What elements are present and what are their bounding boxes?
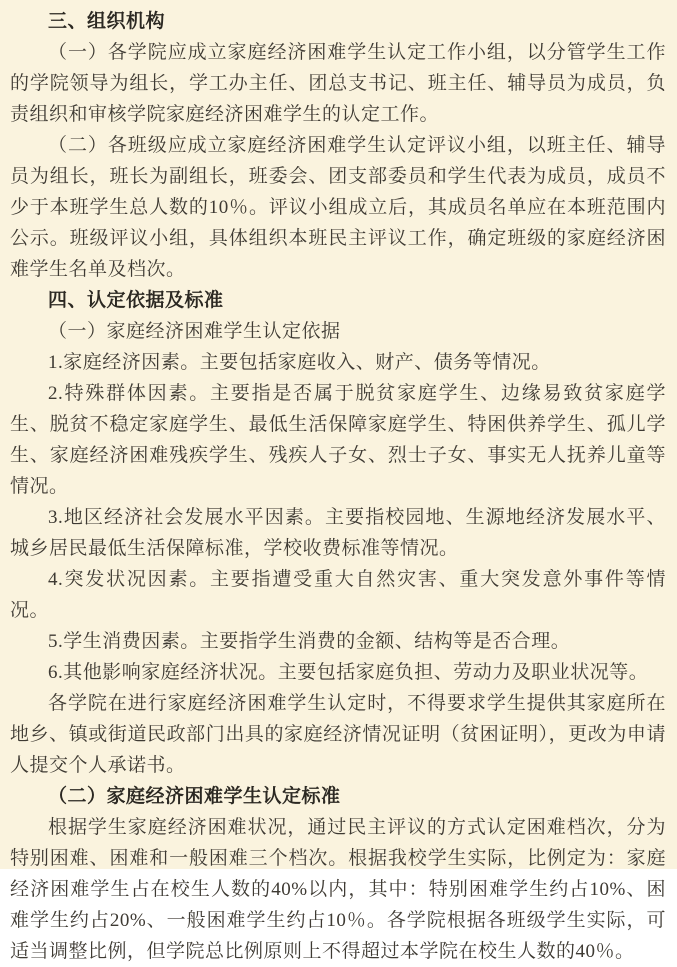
list-item-other-factors: 6.其他影响家庭经济状况。主要包括家庭负担、劳动力及职业状况等。 — [48, 662, 649, 683]
section-heading-organization: 三、组织机构 — [48, 11, 166, 32]
paragraph-difficulty-tiers: 根据学生家庭经济困难状况，通过民主评议的方式认定困难档次，分为特别困难、困难和一般困难三个档次。根据我校学生实际，比例定为：家庭经济困难学生占在校生人数的40%以内，其中：特别困难学生约占10%、困难学生约占20%、一般困难学生约占10％。各学院根据各班级学生实际，可适当调整比例，但学院总比例原则上不得超过本学院在校生人数的40％。 — [10, 817, 666, 962]
paragraph-no-poverty-certificate: 各学院在进行家庭经济困难学生认定时，不得要求学生提供其家庭所在地乡、镇或街道民政部门出具的家庭经济情况证明（贫困证明），更改为申请人提交个人承诺书。 — [10, 693, 666, 776]
paragraph-college-workgroup: （一）各学院应成立家庭经济困难学生认定工作小组，以分管学生工作的学院领导为组长，学工办主任、团总支书记、班主任、辅导员为成员，负责组织和审核学院家庭经济困难学生的认定工作。 — [10, 42, 666, 125]
section-heading-criteria: 四、认定依据及标准 — [48, 290, 224, 311]
list-item-regional-development: 3.地区经济社会发展水平因素。主要指校园地、生源地经济发展水平、城乡居民最低生活保障标准，学校收费标准等情况。 — [10, 507, 666, 559]
list-item-emergencies: 4.突发状况因素。主要指遭受重大自然灾害、重大突发意外事件等情况。 — [10, 569, 666, 621]
paragraph-class-review-group: （二）各班级应成立家庭经济困难学生认定评议小组，以班主任、辅导员为组长，班长为副组长，班委会、团支部委员和学生代表为成员，成员不少于本班学生总人数的10％。评议小组成立后，其成员名单应在本班范围内公示。班级评议小组，具体组织本班民主评议工作，确定班级的家庭经济困难学生名单及档次。 — [10, 135, 666, 280]
list-item-family-economy: 1.家庭经济因素。主要包括家庭收入、财产、债务等情况。 — [48, 352, 551, 373]
subsection-identification-standard: （二）家庭经济困难学生认定标准 — [48, 786, 341, 807]
subsection-identification-basis: （一）家庭经济困难学生认定依据 — [48, 321, 341, 342]
list-item-student-consumption: 5.学生消费因素。主要指学生消费的金额、结构等是否合理。 — [48, 631, 571, 652]
list-item-special-groups: 2.特殊群体因素。主要指是否属于脱贫家庭学生、边缘易致贫家庭学生、脱贫不稳定家庭学生、最低生活保障家庭学生、特困供养学生、孤儿学生、家庭经济困难残疾学生、残疾人子女、烈士子女、事实无人抚养儿童等情况。 — [10, 383, 666, 497]
